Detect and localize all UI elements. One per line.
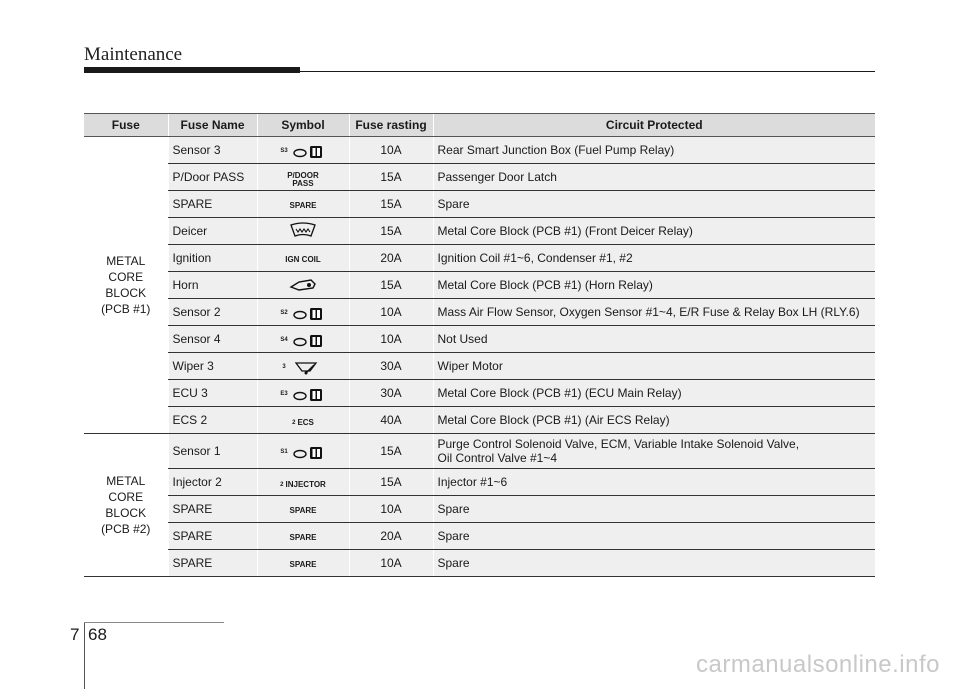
fuse-symbol	[280, 305, 325, 321]
table-row	[84, 496, 875, 523]
table-row	[84, 218, 875, 245]
symbol-text: SPARE	[289, 506, 317, 515]
fuse-rating-cell: 10A	[349, 326, 433, 353]
header-rule-thin	[300, 71, 875, 72]
circuit-protected-cell: Spare	[433, 191, 875, 218]
fuse-symbol	[285, 256, 321, 264]
table-row	[84, 434, 875, 469]
symbol-superscript: S2	[280, 310, 288, 316]
col-header-fuse: Fuse	[84, 114, 168, 137]
fuse-symbol	[280, 143, 325, 159]
circuit-protected-cell: Spare	[433, 550, 875, 577]
symbol-text: IGN COIL	[285, 255, 321, 264]
fuse-name-cell: SPARE	[168, 523, 257, 550]
circuit-protected-cell: Injector #1~6	[433, 469, 875, 496]
fuse-name-cell: Sensor 4	[168, 326, 257, 353]
symbol-superscript: S1	[280, 449, 288, 455]
symbol-cell	[257, 550, 349, 577]
table-row	[84, 137, 875, 164]
symbol-text: SPARE	[289, 533, 317, 542]
col-header-circuit-protected: Circuit Protected	[433, 114, 875, 137]
symbol-cell	[257, 434, 349, 469]
circuit-protected-cell: Rear Smart Junction Box (Fuel Pump Relay)	[433, 137, 875, 164]
symbol-cell	[257, 164, 349, 191]
symbol-cell	[257, 523, 349, 550]
fuse-name-cell: SPARE	[168, 496, 257, 523]
symbol-text: SPARE	[289, 560, 317, 569]
symbol-superscript: 2	[280, 482, 284, 488]
table-header-row	[84, 114, 875, 137]
symbol-cell	[257, 272, 349, 299]
fuse-rating-cell: 15A	[349, 434, 433, 469]
sensor-fuel-pump-icon	[290, 386, 326, 402]
fuse-rating-cell: 15A	[349, 164, 433, 191]
fuse-name-cell: Ignition	[168, 245, 257, 272]
table-row	[84, 407, 875, 434]
fuse-rating-cell: 10A	[349, 137, 433, 164]
col-header-fuse-name: Fuse Name	[168, 114, 257, 137]
symbol-cell	[257, 137, 349, 164]
symbol-cell	[257, 469, 349, 496]
page-title: Maintenance	[84, 44, 183, 65]
circuit-protected-cell: Spare	[433, 523, 875, 550]
sensor-fuel-pump-icon	[290, 444, 326, 460]
circuit-protected-cell: Ignition Coil #1~6, Condenser #1, #2	[433, 245, 875, 272]
header-rule-thick	[84, 67, 300, 73]
chapter-number: 7	[70, 625, 80, 644]
circuit-protected-cell: Mass Air Flow Sensor, Oxygen Sensor #1~4, E/R Fuse & Relay Box LH (RLY.6)	[433, 299, 875, 326]
horn-icon	[285, 276, 321, 292]
symbol-superscript: E3	[280, 391, 288, 397]
col-header-symbol: Symbol	[257, 114, 349, 137]
table-row	[84, 245, 875, 272]
fuse-block-cell: METAL CORE BLOCK (PCB #1)	[84, 137, 168, 434]
fuse-symbol	[290, 202, 317, 210]
symbol-cell	[257, 407, 349, 434]
circuit-protected-cell: Metal Core Block (PCB #1) (Horn Relay)	[433, 272, 875, 299]
fuse-rating-cell: 40A	[349, 407, 433, 434]
fuse-symbol	[290, 534, 317, 542]
fuse-name-cell: Deicer	[168, 218, 257, 245]
symbol-cell	[257, 245, 349, 272]
fuse-name-cell: P/Door PASS	[168, 164, 257, 191]
table-row	[84, 380, 875, 407]
fuse-symbol	[280, 481, 326, 489]
fuse-rating-cell: 10A	[349, 299, 433, 326]
circuit-protected-cell: Passenger Door Latch	[433, 164, 875, 191]
fuse-symbol	[280, 444, 325, 460]
symbol-superscript: S3	[280, 148, 288, 154]
col-header-fuse-rating: Fuse rasting	[349, 114, 433, 137]
fuse-name-cell: SPARE	[168, 550, 257, 577]
footer-rule-horizontal	[84, 622, 224, 623]
table-body	[84, 137, 875, 577]
symbol-cell	[257, 218, 349, 245]
circuit-protected-cell: Metal Core Block (PCB #1) (Front Deicer Relay)	[433, 218, 875, 245]
symbol-cell	[257, 191, 349, 218]
sensor-fuel-pump-icon	[290, 143, 326, 159]
circuit-protected-cell: Metal Core Block (PCB #1) (ECU Main Relay)	[433, 380, 875, 407]
fuse-name-cell: Horn	[168, 272, 257, 299]
circuit-protected-cell: Metal Core Block (PCB #1) (Air ECS Relay)	[433, 407, 875, 434]
symbol-superscript: S4	[280, 337, 288, 343]
symbol-cell	[257, 353, 349, 380]
deicer-icon	[285, 222, 321, 238]
fuse-symbol	[290, 561, 317, 569]
sensor-fuel-pump-icon	[290, 305, 326, 321]
circuit-protected-cell: Not Used	[433, 326, 875, 353]
symbol-cell	[257, 380, 349, 407]
fuse-block-cell: METAL CORE BLOCK (PCB #2)	[84, 434, 168, 577]
fuse-symbol	[280, 332, 325, 348]
fuse-rating-cell: 15A	[349, 272, 433, 299]
table-row	[84, 353, 875, 380]
symbol-cell	[257, 299, 349, 326]
fuse-rating-cell: 20A	[349, 245, 433, 272]
circuit-protected-cell: Wiper Motor	[433, 353, 875, 380]
circuit-protected-cell: Spare	[433, 496, 875, 523]
fuse-symbol	[282, 359, 323, 375]
table-row	[84, 469, 875, 496]
fuse-name-cell: Wiper 3	[168, 353, 257, 380]
fuse-rating-cell: 15A	[349, 218, 433, 245]
symbol-cell	[257, 326, 349, 353]
footer-rule-vertical	[84, 622, 85, 689]
circuit-protected-cell: Purge Control Solenoid Valve, ECM, Variable Intake Solenoid Valve, Oil Control Valve #1~4	[433, 434, 875, 469]
symbol-text: P/DOOR PASS	[287, 170, 319, 188]
fuse-name-cell: Sensor 2	[168, 299, 257, 326]
symbol-text: INJECTOR	[285, 480, 326, 489]
watermark: carmanualsonline.info	[696, 651, 940, 678]
fuse-name-cell: ECU 3	[168, 380, 257, 407]
wiper-icon	[288, 359, 324, 375]
fuse-rating-cell: 10A	[349, 550, 433, 577]
table-row	[84, 272, 875, 299]
fuse-symbol	[290, 507, 317, 515]
page-number: 68	[88, 625, 107, 644]
symbol-cell	[257, 496, 349, 523]
fuse-name-cell: ECS 2	[168, 407, 257, 434]
fuse-symbol	[292, 419, 314, 427]
fuse-table	[84, 113, 875, 577]
fuse-symbol	[280, 386, 325, 402]
table-row	[84, 326, 875, 353]
fuse-rating-cell: 15A	[349, 469, 433, 496]
fuse-name-cell: Injector 2	[168, 469, 257, 496]
fuse-rating-cell: 20A	[349, 523, 433, 550]
table-row	[84, 550, 875, 577]
fuse-name-cell: Sensor 1	[168, 434, 257, 469]
fuse-rating-cell: 10A	[349, 496, 433, 523]
table-row	[84, 299, 875, 326]
symbol-text: SPARE	[289, 201, 317, 210]
table-row	[84, 191, 875, 218]
table-row	[84, 523, 875, 550]
fuse-rating-cell: 15A	[349, 191, 433, 218]
fuse-rating-cell: 30A	[349, 353, 433, 380]
symbol-superscript: 3	[282, 364, 286, 370]
fuse-symbol	[285, 222, 321, 238]
fuse-name-cell: Sensor 3	[168, 137, 257, 164]
fuse-rating-cell: 30A	[349, 380, 433, 407]
sensor-fuel-pump-icon	[290, 332, 326, 348]
table-row	[84, 164, 875, 191]
symbol-text: ECS	[297, 418, 314, 427]
fuse-symbol	[279, 172, 327, 188]
symbol-superscript: 2	[292, 420, 296, 426]
fuse-name-cell: SPARE	[168, 191, 257, 218]
fuse-symbol	[285, 276, 321, 292]
